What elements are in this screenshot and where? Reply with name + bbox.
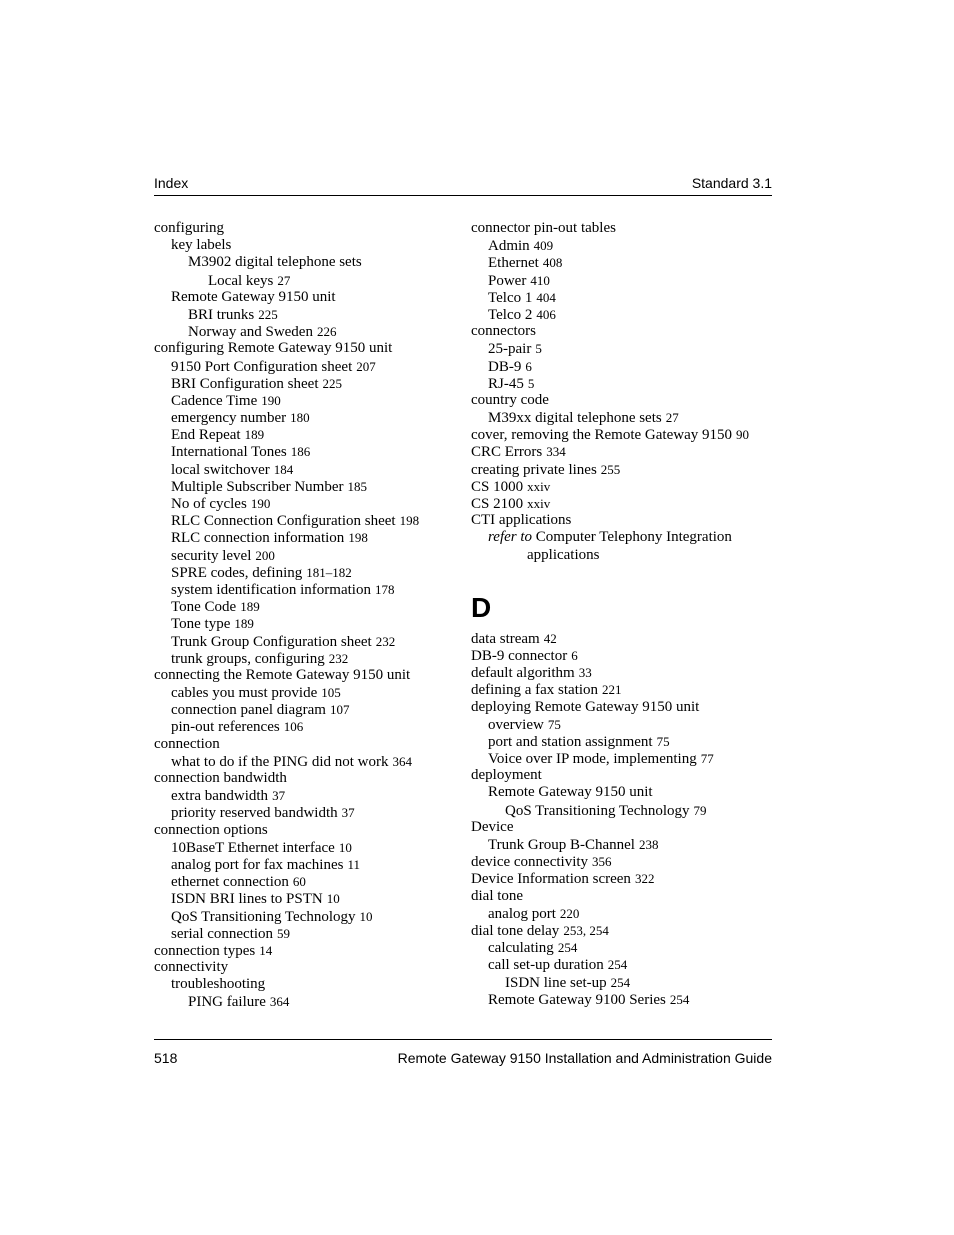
page-ref: 254 — [557, 940, 578, 956]
page-ref: 364 — [269, 994, 290, 1010]
index-entry: overview 75 — [488, 716, 561, 733]
page-ref: 225 — [322, 375, 342, 391]
index-entry: RLC Connection Configuration sheet 198 — [171, 513, 420, 530]
index-entry: call set-up duration 254 — [488, 957, 628, 974]
index-entry: connection options — [154, 821, 268, 838]
page-ref: 79 — [693, 802, 707, 818]
page-ref: 410 — [530, 272, 550, 288]
index-entry: analog port 220 — [488, 905, 580, 922]
page-number: 518 — [154, 1050, 178, 1066]
page-ref: 254 — [669, 991, 690, 1007]
page-ref: 107 — [329, 702, 350, 718]
page-ref: 408 — [542, 255, 563, 271]
index-entry: RJ-45 5 — [488, 375, 535, 392]
index-entry: Multiple Subscriber Number 185 — [171, 478, 367, 495]
index-entry: port and station assignment 75 — [488, 733, 670, 750]
index-entry: CS 2100 xxiv — [471, 496, 551, 512]
page-ref: 10 — [326, 891, 340, 907]
index-entry: CS 1000 xxiv — [471, 478, 551, 495]
index-entry: connecting the Remote Gateway 9150 unit — [154, 666, 411, 683]
page-ref: 334 — [546, 444, 566, 460]
index-entry: pin-out references 106 — [171, 719, 304, 736]
index-entry: ethernet connection 60 — [171, 874, 306, 891]
index-entry: security level 200 — [171, 547, 275, 564]
index-entry: Tone type 189 — [171, 616, 254, 633]
index-entry: 9150 Port Configuration sheet 207 — [171, 358, 376, 375]
index-entry: CRC Errors 334 — [471, 444, 566, 461]
index-entry: CTI applications — [471, 512, 572, 529]
index-entry: Remote Gateway 9150 unit — [488, 784, 653, 801]
index-entry: International Tones 186 — [171, 444, 311, 461]
page-ref: 253, 254 — [563, 922, 609, 938]
index-entry: defining a fax station 221 — [471, 682, 622, 699]
page-ref: 180 — [290, 410, 310, 426]
page-ref: 185 — [347, 478, 367, 494]
page-ref: 6 — [571, 647, 578, 663]
index-entry: Device Information screen 322 — [471, 871, 655, 888]
index-entry: Telco 2 406 — [488, 306, 556, 323]
page-ref: 6 — [525, 358, 532, 374]
index-entry: deployment — [471, 767, 542, 784]
page-ref: 404 — [536, 289, 556, 305]
index-entry: ISDN BRI lines to PSTN 10 — [171, 891, 340, 908]
index-entry: calculating 254 — [488, 940, 578, 957]
index-entry: SPRE codes, defining 181–182 — [171, 564, 352, 581]
page-ref: 10 — [338, 839, 352, 855]
index-column-right — [471, 220, 772, 1008]
index-entry: DB-9 connector 6 — [471, 647, 578, 664]
index-entry: Voice over IP mode, implementing 77 — [488, 751, 714, 768]
index-entry: device connectivity 356 — [471, 854, 612, 871]
page-ref: 178 — [374, 581, 395, 597]
index-entry: Trunk Group Configuration sheet 232 — [171, 633, 396, 650]
index-column-left — [154, 220, 454, 1011]
cross-reference-label: refer to — [488, 529, 533, 546]
page-ref: 200 — [255, 547, 275, 563]
page-ref: 406 — [536, 306, 556, 322]
index-entry: No of cycles 190 — [171, 496, 271, 512]
page-ref: 226 — [316, 324, 337, 340]
page-ref: 254 — [610, 974, 631, 990]
index-entry: Remote Gateway 9100 Series 254 — [488, 991, 690, 1008]
index-entry: Device — [471, 818, 514, 835]
index-entry: troubleshooting — [171, 976, 266, 993]
index-entry-continuation: applications — [527, 546, 600, 563]
index-entry: creating private lines 255 — [471, 461, 621, 478]
index-entry: dial tone — [471, 887, 524, 904]
index-entry: priority reserved bandwidth 37 — [171, 805, 355, 822]
index-entry: Local keys 27 — [208, 272, 291, 289]
page-ref: xxiv — [527, 478, 551, 494]
page-ref: 106 — [283, 719, 304, 735]
index-entry: cover, removing the Remote Gateway 9150 90 — [471, 427, 749, 444]
page-ref: 254 — [607, 957, 628, 973]
page-ref: 364 — [392, 753, 412, 769]
page-ref: 33 — [578, 665, 592, 681]
index-entry: emergency number 180 — [171, 410, 310, 427]
index-entry: End Repeat 189 — [171, 427, 265, 444]
page-ref: 409 — [533, 238, 554, 254]
page-ref: 322 — [634, 871, 655, 887]
page-ref: 5 — [527, 375, 535, 391]
index-entry: Cadence Time 190 — [171, 392, 281, 409]
page-ref: xxiv — [527, 496, 551, 511]
index-entry: 10BaseT Ethernet interface 10 — [171, 839, 352, 856]
index-entry: extra bandwidth 37 — [171, 788, 286, 805]
page-ref: 59 — [277, 925, 291, 941]
index-entry: deploying Remote Gateway 9150 unit — [471, 698, 700, 715]
index-entry: configuring Remote Gateway 9150 unit — [154, 340, 393, 357]
index-entry: trunk groups, configuring 232 — [171, 650, 349, 667]
index-entry: Remote Gateway 9150 unit — [171, 288, 336, 305]
index-entry: what to do if the PING did not work 364 — [171, 753, 412, 770]
index-entry: Trunk Group B-Channel 238 — [488, 837, 659, 853]
page-ref: 232 — [375, 633, 396, 649]
running-header-version: Standard 3.1 — [691, 175, 772, 191]
index-entry: cables you must provide 105 — [171, 685, 341, 702]
index-entry: RLC connection information 198 — [171, 530, 368, 547]
index-entry: DB-9 6 — [488, 358, 532, 375]
page-ref: 60 — [292, 874, 306, 890]
header-rule — [154, 195, 772, 196]
index-entry: Tone Code 189 — [171, 599, 260, 616]
page-ref: 5 — [535, 341, 542, 357]
page-ref: 27 — [665, 410, 679, 426]
page-ref: 184 — [273, 461, 294, 477]
page-ref: 198 — [348, 530, 368, 546]
page-ref: 10 — [359, 908, 373, 924]
index-entry: connectivity — [154, 959, 229, 976]
page-ref: 37 — [272, 788, 286, 804]
page-ref: 77 — [700, 751, 714, 767]
index-entry-cross-reference: refer to Computer Telephony Integration — [488, 529, 732, 546]
page-ref: 189 — [244, 427, 265, 443]
index-entry: Telco 1 404 — [488, 289, 556, 306]
index-entry: ISDN line set-up 254 — [505, 974, 631, 991]
index-entry: connection types 14 — [154, 942, 273, 959]
page-ref: 221 — [602, 682, 622, 698]
index-entry: Ethernet 408 — [488, 255, 563, 272]
index-entry: QoS Transitioning Technology 10 — [171, 908, 373, 925]
index-entry: 25-pair 5 — [488, 341, 542, 358]
page-ref: 186 — [290, 444, 311, 460]
index-entry: country code — [471, 391, 549, 408]
index-entry: BRI Configuration sheet 225 — [171, 375, 342, 392]
page-ref: 198 — [399, 513, 420, 529]
page-ref: 181–182 — [306, 564, 352, 580]
page-ref: 42 — [543, 630, 557, 646]
page-ref: 225 — [258, 306, 278, 322]
document-title: Remote Gateway 9150 Installation and Administration Guide — [397, 1050, 772, 1066]
page-ref: 190 — [250, 496, 271, 511]
index-entry: dial tone delay 253, 254 — [471, 922, 609, 939]
page-ref: 189 — [234, 616, 254, 632]
index-entry: system identification information 178 — [171, 581, 395, 598]
index-entry: Power 410 — [488, 272, 550, 289]
page-ref: 37 — [341, 805, 355, 821]
index-entry: Norway and Sweden 226 — [188, 324, 337, 341]
index-entry: M3902 digital telephone sets — [188, 254, 362, 271]
page-ref: 75 — [547, 716, 561, 732]
page-ref: 220 — [559, 905, 580, 921]
page-ref: 232 — [328, 650, 349, 666]
index-entry: default algorithm 33 — [471, 665, 592, 682]
index-entry: connection bandwidth — [154, 770, 287, 786]
page-ref: 356 — [592, 854, 612, 870]
footer-rule — [154, 1039, 772, 1040]
index-entry: connection — [154, 735, 220, 752]
running-header-section: Index — [154, 175, 189, 191]
index-entry: BRI trunks 225 — [188, 306, 278, 323]
index-entry: serial connection 59 — [171, 925, 291, 942]
index-entry: key labels — [171, 237, 232, 254]
index-entry: configuring — [154, 220, 224, 236]
index-entry: analog port for fax machines 11 — [171, 856, 360, 873]
page-ref: 207 — [356, 358, 376, 374]
index-entry: connection panel diagram 107 — [171, 702, 350, 719]
page-ref: 105 — [321, 685, 341, 701]
index-entry: connectors — [471, 323, 536, 340]
index-entry: Admin 409 — [488, 238, 554, 255]
page-ref: 189 — [240, 599, 260, 615]
page-ref: 27 — [277, 272, 291, 288]
page-ref: 14 — [259, 942, 273, 958]
index-entry: data stream 42 — [471, 630, 557, 647]
page-ref: 255 — [600, 461, 621, 477]
index-entry: connector pin-out tables — [471, 220, 616, 236]
index-entry: PING failure 364 — [188, 994, 290, 1011]
index-entry: M39xx digital telephone sets 27 — [488, 410, 679, 427]
index-entry: local switchover 184 — [171, 461, 294, 478]
index-entry: QoS Transitioning Technology 79 — [505, 802, 707, 819]
page-ref: 75 — [656, 733, 670, 749]
page-ref: 238 — [638, 837, 659, 852]
page-ref: 11 — [347, 856, 360, 872]
page-ref: 90 — [735, 427, 749, 443]
page-ref: 190 — [261, 392, 281, 408]
section-letter: D — [471, 591, 492, 623]
